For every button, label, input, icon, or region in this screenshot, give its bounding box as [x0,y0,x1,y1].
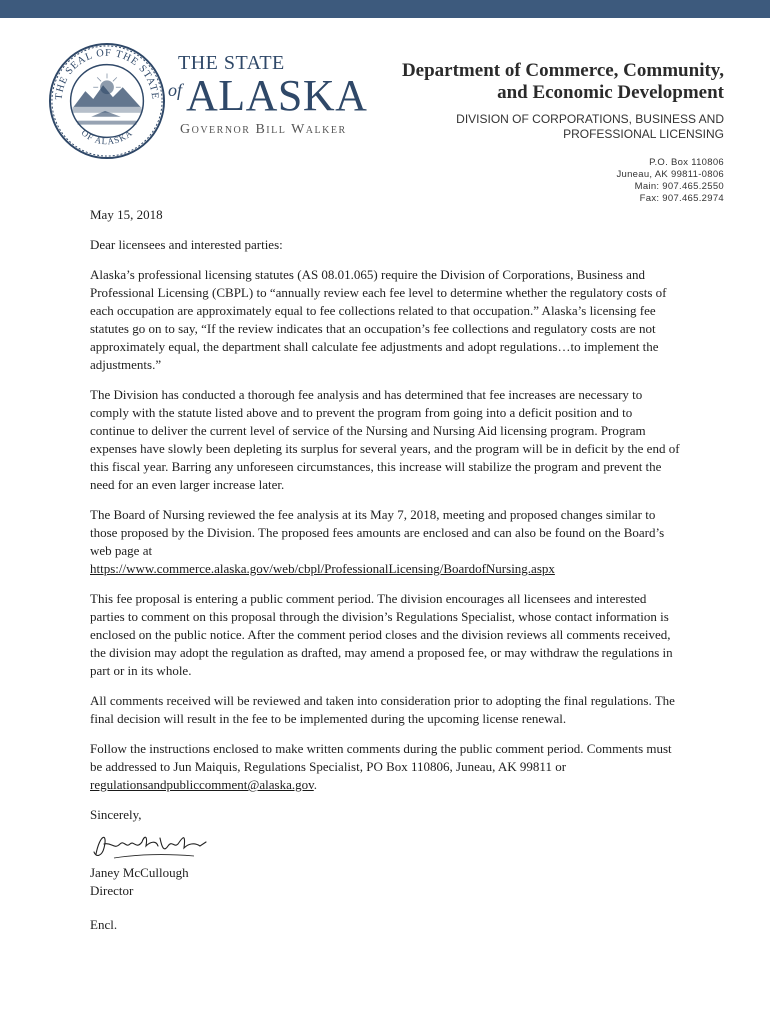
letter-date: May 15, 2018 [90,207,163,222]
regulations-email-link[interactable]: regulationsandpubliccomment@alaska.gov [90,777,314,792]
paragraph-2: The Division has conducted a thorough fee analysis and has determined that fee increases are necessary to comply with the statute listed above and to prevent the program from going into a deficit position and to continue to deliver the current level of service of the Nursing and Nursing Aid licensing program. Program expenses have slowly been depleting its surplus for several years, and the program will be in deficit by the end of this fiscal year. Barring any unforeseen circumstances, this increase will stabilize the program and prevent the need for an even larger increase later. [90,387,680,492]
board-of-nursing-link[interactable]: https://www.commerce.alaska.gov/web/cbpl/ProfessionalLicensing/BoardofNursing.aspx [90,561,555,576]
letter-body [90,206,680,934]
paragraph-6 [90,740,680,794]
paragraph-5: All comments received will be reviewed and taken into consideration prior to adopting the final regulations. The final decision will result in the fee to be implemented during the upcoming license renewal. [90,693,675,726]
department-name [364,60,724,104]
address-city: Juneau, AK 99811-0806 [616,169,724,180]
paragraph-1: Alaska’s professional licensing statutes (AS 08.01.065) require the Division of Corporations, Business and Professional Licensing (CBPL) to “annually review each fee level to determine whether the regulatory costs of each occupation are approximately equal to fee collections related to that occupation.” Alaska’s licensing fee statutes go on to say, “If the review indicates that an occupation’s fee collections and regulatory costs are not approximately equal, the department shall calculate fee adjustments and adopt regulations…to implement the adjustments.” [90,267,667,372]
address-main-phone: Main: 907.465.2550 [634,181,724,192]
department-line-1: Department of Commerce, Community, [401,60,724,81]
address-po-box: P.O. Box 110806 [649,157,724,168]
contact-address [424,157,724,205]
of-text: of [168,80,183,100]
signer-title: Director [90,883,134,898]
division-line-2: PROFESSIONAL LICENSING [563,127,724,141]
salutation: Dear licensees and interested parties: [90,237,283,252]
signature-block [90,806,680,934]
paragraph-3 [90,506,680,578]
division-line-1: DIVISION OF CORPORATIONS, BUSINESS AND [456,112,724,126]
top-color-bar [0,0,770,18]
email-period: . [313,777,318,792]
svg-text:THE SEAL OF THE STATE: THE SEAL OF THE STATE [53,47,161,101]
the-state-text: THE STATE [178,52,285,74]
enclosure-note: Encl. [90,917,118,932]
svg-text:OF ALASKA: OF ALASKA [79,127,135,147]
paragraph-6-text: Follow the instructions enclosed to make written comments during the public comment period. Comments must be addressed to Jun Maiquis, Regulations Specialist, PO Box 110806, Juneau, AK 99811 or [90,741,672,774]
address-fax: Fax: 907.465.2974 [639,193,724,204]
paragraph-4: This fee proposal is entering a public comment period. The division encourages all licensees and interested parties to comment on this proposal through the division’s Regulations Specialist, whose contact information is enclosed on the public notice. After the comment period closes and the division reviews all comments received, the division may adopt the regulation as drafted, may amend a proposed fee, or may withdraw the regulations in part or in its whole. [90,591,673,678]
handwritten-signature-icon [90,828,210,862]
alaska-state-seal-icon [48,42,166,160]
division-name [364,112,724,142]
signer-name: Janey McCullough [90,865,189,880]
closing: Sincerely, [90,807,142,822]
governor-name: Governor Bill Walker [180,122,347,137]
alaska-text: ALASKA [186,71,368,120]
paragraph-3-text: The Board of Nursing reviewed the fee analysis at its May 7, 2018, meeting and proposed changes similar to those proposed by the Division. The proposed fees amounts are enclosed and can also be found on the Board’s web page at [90,507,665,558]
department-line-2: and Economic Development [497,82,724,103]
